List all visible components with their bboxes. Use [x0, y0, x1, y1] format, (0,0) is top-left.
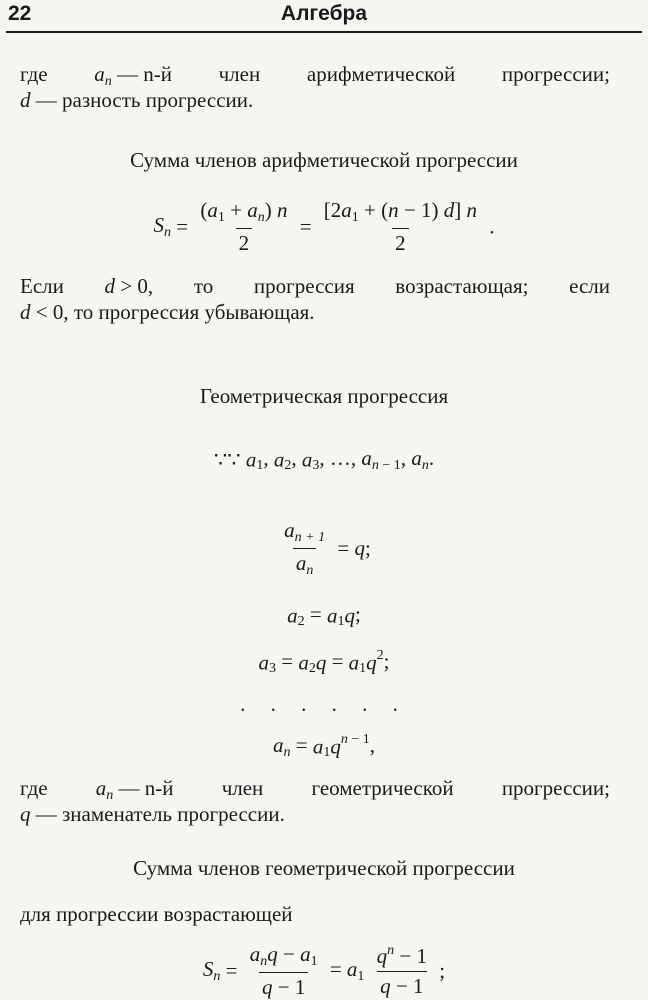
- geom-an-formula: $a_n = a_1q^{n - 1}$,: [273, 732, 375, 761]
- geom-ratio-formula: $\frac{a_{n + 1}}{a_n}$ = q;: [284, 518, 371, 578]
- running-title: Алгебра: [280, 2, 368, 25]
- geom-sequence: ∵∵ $a_1$, $a_2$, $a_3$, …, $a_n$ $_{- 1}$, $a_n$.: [213, 446, 435, 474]
- arith-sum-formula: $S_n$ = $\frac{(a_1 + a_n) n}{2}$ = $\frac{[2a_1 + (n - 1) d] n}{2}$ .: [153, 198, 495, 255]
- arith-def-line-1: где $a_n$ — n-й член арифметической прогрессии;: [20, 62, 610, 89]
- geom-sum-formula: $S_n$ = $\frac{a_nq - a_1}{q - 1}$ = $a_1$ $\frac{q^n - 1}{q - 1}$ ;: [202, 942, 446, 999]
- geom-case-heading: для прогрессии возрастающей: [20, 902, 293, 926]
- arith-sum-heading: Сумма членов арифметической прогрессии: [130, 148, 518, 172]
- page-header: [0, 0, 648, 34]
- arith-monotone-line-1: Если d > 0, то прогрессия возрастающая; если: [20, 274, 610, 298]
- geom-sum-heading: Сумма членов геометрической прогрессии: [133, 856, 515, 880]
- geom-def-line-1: где $a_n$ — n-й член геометрической прогрессии;: [20, 776, 610, 803]
- geom-ellipsis-row: . . . . . .: [240, 692, 408, 716]
- geom-heading: Геометрическая прогрессия: [199, 384, 449, 408]
- header-rule: [6, 31, 642, 33]
- geom-def-line-2: q — знаменатель прогрессии.: [20, 802, 285, 826]
- geom-a3-formula: $a_3 = a_2q = a_1q^2$;: [258, 648, 390, 676]
- arith-monotone-line-2: d < 0, то прогрессия убывающая.: [20, 300, 315, 324]
- page-number: 22: [8, 2, 32, 25]
- geom-progression-symbol: ∵∵: [213, 447, 241, 472]
- arith-def-line-2: d — разность прогрессии.: [20, 88, 254, 112]
- geom-a2-formula: $a_2 = a_1q$;: [287, 602, 361, 629]
